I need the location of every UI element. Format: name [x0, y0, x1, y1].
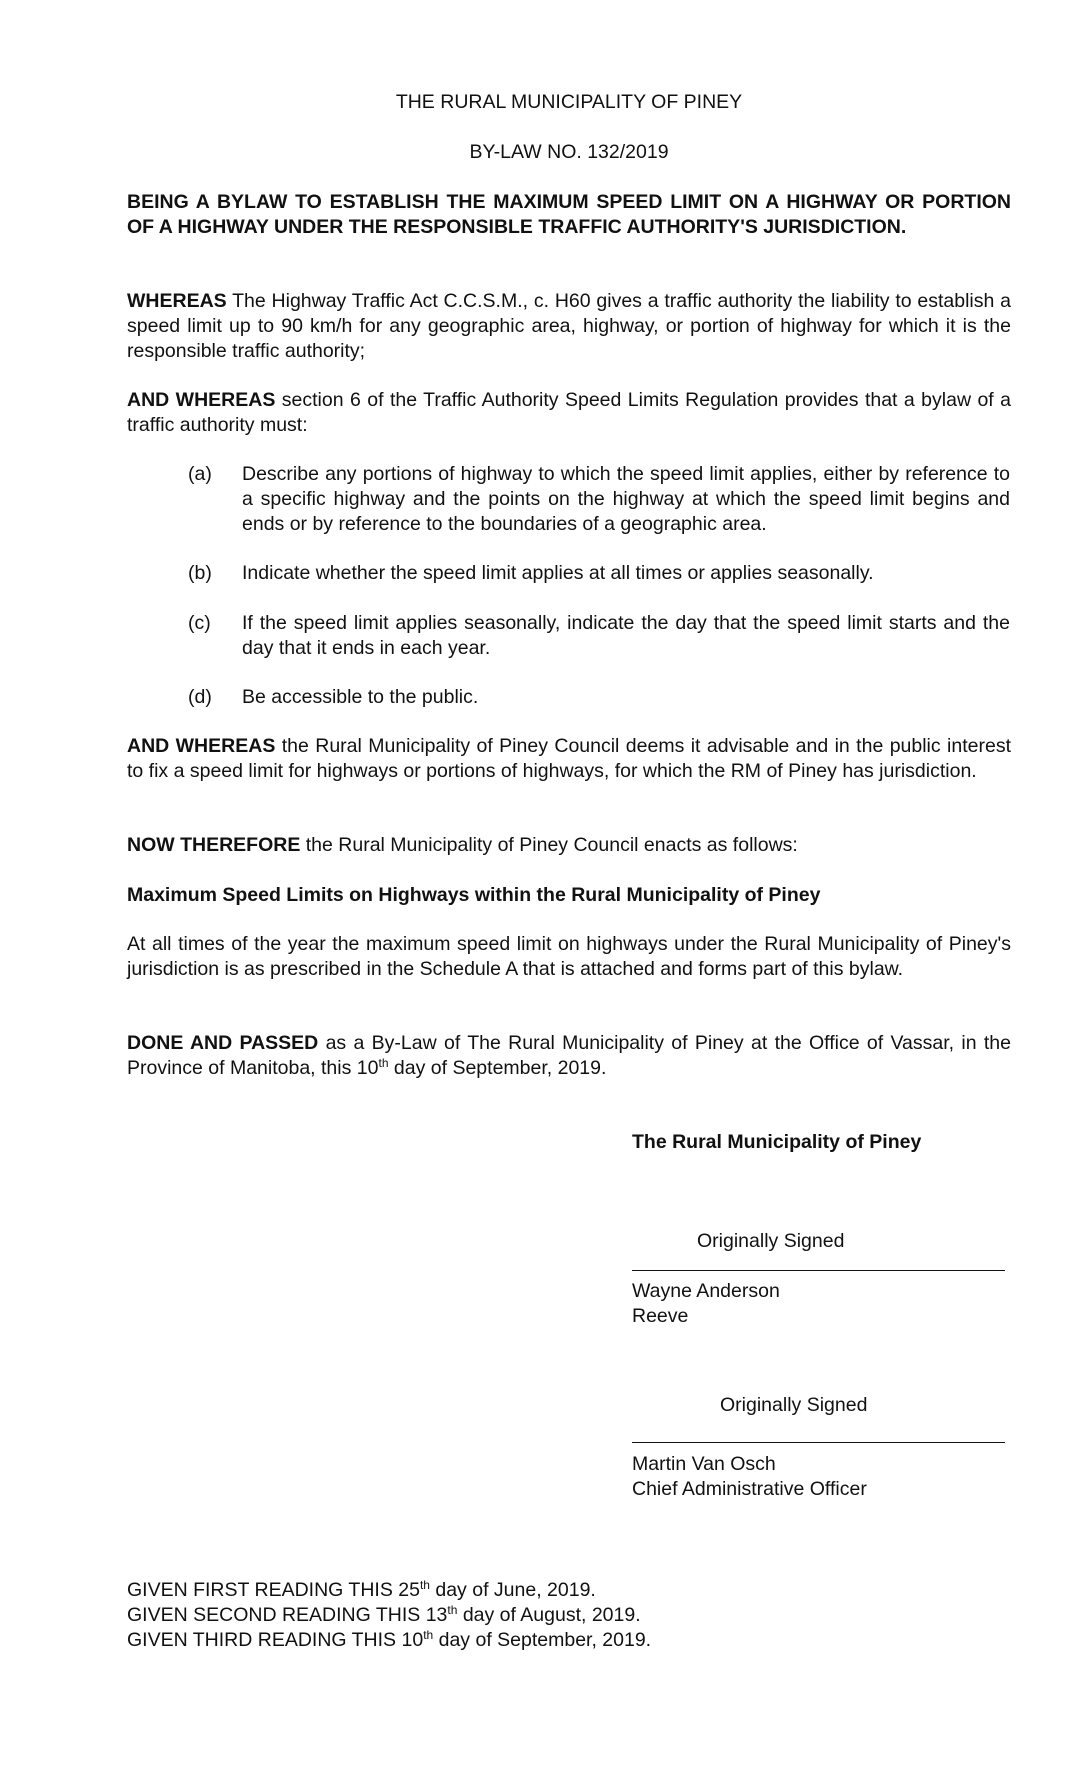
signed-note-1: Originally Signed — [697, 1230, 845, 1252]
reading-date: day of September, 2019. — [433, 1629, 652, 1651]
bylaw-number: BY-LAW NO. 132/2019 — [469, 141, 669, 163]
signatory-name-1: Wayne Anderson — [632, 1280, 780, 1302]
reading-text: GIVEN FIRST READING THIS 25 — [127, 1579, 420, 1601]
signatory-role-1: Reeve — [632, 1305, 689, 1327]
reading-text: GIVEN SECOND READING THIS 13 — [127, 1604, 448, 1626]
ordinal-suffix: th — [423, 1628, 434, 1642]
done-lead: DONE AND PASSED — [127, 1032, 319, 1054]
signed-note-2: Originally Signed — [720, 1394, 868, 1416]
done-text-end: day of September, 2019. — [388, 1057, 607, 1079]
whereas-lead: AND WHEREAS — [127, 735, 276, 757]
done-and-passed-paragraph — [127, 1031, 1011, 1081]
signatory-name-2: Martin Van Osch — [632, 1453, 776, 1475]
list-marker: (c) — [188, 612, 211, 634]
list-text: Indicate whether the speed limit applies at all times or applies seasonally. — [242, 562, 874, 584]
whereas-paragraph-1 — [127, 289, 1011, 364]
ordinal-suffix: th — [419, 1578, 430, 1592]
whereas-paragraph-2 — [127, 388, 1011, 438]
signature-line-2 — [632, 1442, 1005, 1443]
reading-second — [127, 1603, 1011, 1628]
ordinal-suffix: th — [378, 1056, 389, 1070]
now-therefore-text: the Rural Municipality of Piney Council enacts as follows: — [300, 834, 798, 856]
whereas-lead: WHEREAS — [127, 290, 227, 312]
whereas-text: the Rural Municipality of Piney Council deems it advisable and in the public interest to fix a speed limit for highways or portions of highways, for which the RM of Piney has jurisdiction. — [127, 735, 1011, 782]
list-text: Describe any portions of highway to which the speed limit applies, either by reference to a specific highway and the points on the highway at which the speed limit begins and ends or by reference to the boundaries of a geographic area. — [242, 463, 1010, 535]
signature-organization: The Rural Municipality of Piney — [632, 1131, 922, 1153]
reading-date: day of August, 2019. — [457, 1604, 641, 1626]
signatory-role-2: Chief Administrative Officer — [632, 1478, 867, 1500]
reading-first — [127, 1578, 1011, 1603]
whereas-text: section 6 of the Traffic Authority Speed Limits Regulation provides that a bylaw of a traffic authority must: — [127, 389, 1011, 436]
list-marker: (d) — [188, 686, 212, 708]
reading-date: day of June, 2019. — [429, 1579, 596, 1601]
municipality-header: THE RURAL MUNICIPALITY OF PINEY — [395, 91, 743, 113]
bylaw-title: BEING A BYLAW TO ESTABLISH THE MAXIMUM SPEED LIMIT ON A HIGHWAY OR PORTION OF A HIGHWAY UNDER THE RESPONSIBLE TRAFFIC AUTHORITY'S JURISDICTION. — [127, 191, 1011, 238]
whereas-lead: AND WHEREAS — [127, 389, 276, 411]
done-text: as a By-Law of The Rural Municipality of Piney at the Office of Vassar, in the Province of Manitoba, this 10 — [127, 1032, 1011, 1079]
whereas-paragraph-3 — [127, 734, 1011, 784]
list-marker: (a) — [188, 463, 212, 485]
section-heading: Maximum Speed Limits on Highways within the Rural Municipality of Piney — [127, 884, 821, 906]
list-text: If the speed limit applies seasonally, indicate the day that the speed limit starts and the day that it ends in each year. — [242, 612, 1010, 659]
list-marker: (b) — [188, 562, 212, 584]
signature-line-1 — [632, 1270, 1005, 1271]
list-text: Be accessible to the public. — [242, 686, 479, 708]
ordinal-suffix: th — [447, 1603, 458, 1617]
reading-text: GIVEN THIRD READING THIS 10 — [127, 1629, 424, 1651]
section-paragraph: At all times of the year the maximum speed limit on highways under the Rural Municipality of Piney's jurisdiction is as prescribed in the Schedule A that is attached and forms part of this bylaw. — [127, 933, 1011, 980]
now-therefore-paragraph — [127, 833, 1011, 858]
now-therefore-lead: NOW THEREFORE — [127, 834, 301, 856]
reading-third — [127, 1628, 1011, 1653]
whereas-text: The Highway Traffic Act C.C.S.M., c. H60 gives a traffic authority the liability to establish a speed limit up to 90 km/h for any geographic area, highway, or portion of highway for which it is the responsible traffic authority; — [127, 290, 1011, 362]
